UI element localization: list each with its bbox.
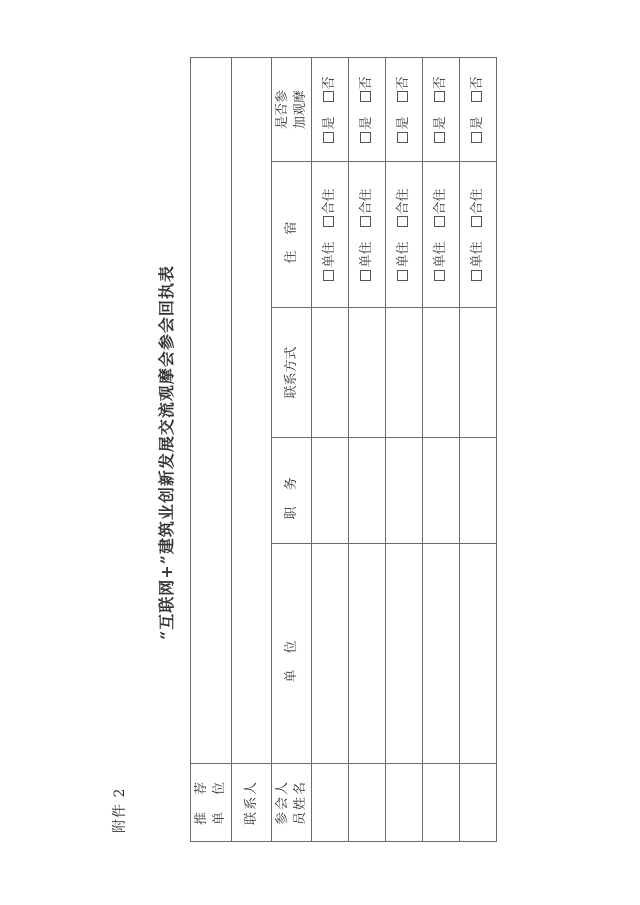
checkbox-icon[interactable] bbox=[397, 217, 408, 228]
yes-option[interactable]: 是 bbox=[469, 117, 487, 143]
checkbox-icon[interactable] bbox=[397, 132, 408, 143]
checkbox-icon[interactable] bbox=[323, 132, 334, 143]
unit-cell[interactable] bbox=[423, 544, 460, 764]
no-option[interactable]: 否 bbox=[432, 76, 450, 102]
table-row bbox=[312, 58, 349, 842]
unit-cell[interactable] bbox=[386, 544, 423, 764]
lodging-cell bbox=[460, 162, 497, 308]
contact-header: 联系方式 bbox=[272, 308, 312, 438]
no-option[interactable]: 否 bbox=[395, 76, 413, 102]
attendee-name-cell[interactable] bbox=[423, 764, 460, 842]
checkbox-icon[interactable] bbox=[323, 270, 334, 281]
no-option[interactable]: 否 bbox=[469, 76, 487, 102]
lodging-cell bbox=[423, 162, 460, 308]
checkbox-icon[interactable] bbox=[434, 132, 445, 143]
observe-cell bbox=[423, 58, 460, 162]
attendee-name-cell[interactable] bbox=[349, 764, 386, 842]
checkbox-icon[interactable] bbox=[397, 92, 408, 103]
table-row bbox=[460, 58, 497, 842]
position-header: 职务 bbox=[272, 438, 312, 544]
checkbox-icon[interactable] bbox=[471, 270, 482, 281]
shared-room-option[interactable]: 合住 bbox=[432, 188, 450, 227]
table-row bbox=[423, 58, 460, 842]
single-room-option[interactable]: 单住 bbox=[321, 242, 339, 281]
contact-person-label: 联系人 bbox=[232, 764, 272, 842]
recommend-unit-label: 推 荐 单 位 bbox=[191, 764, 232, 842]
shared-room-option[interactable]: 合住 bbox=[321, 188, 339, 227]
single-room-option[interactable]: 单住 bbox=[395, 242, 413, 281]
unit-cell[interactable] bbox=[460, 544, 497, 764]
no-option[interactable]: 否 bbox=[321, 76, 339, 102]
attendee-name-cell[interactable] bbox=[386, 764, 423, 842]
observe-header: 是否参 加观摩 bbox=[272, 58, 312, 162]
lodging-cell bbox=[386, 162, 423, 308]
attendee-name-header: 参会人 员姓名 bbox=[272, 764, 312, 842]
position-cell[interactable] bbox=[460, 438, 497, 544]
lodging-cell bbox=[312, 162, 349, 308]
contact-cell[interactable] bbox=[312, 308, 349, 438]
checkbox-icon[interactable] bbox=[323, 217, 334, 228]
yes-option[interactable]: 是 bbox=[358, 117, 376, 143]
position-cell[interactable] bbox=[312, 438, 349, 544]
lodging-header: 住宿 bbox=[272, 162, 312, 308]
shared-room-option[interactable]: 合住 bbox=[395, 188, 413, 227]
checkbox-icon[interactable] bbox=[434, 217, 445, 228]
checkbox-icon[interactable] bbox=[471, 217, 482, 228]
contact-cell[interactable] bbox=[423, 308, 460, 438]
recommend-unit-field[interactable] bbox=[191, 58, 232, 764]
unit-cell[interactable] bbox=[312, 544, 349, 764]
checkbox-icon[interactable] bbox=[471, 132, 482, 143]
no-option[interactable]: 否 bbox=[358, 76, 376, 102]
checkbox-icon[interactable] bbox=[360, 132, 371, 143]
shared-room-option[interactable]: 合住 bbox=[358, 188, 376, 227]
contact-person-field[interactable] bbox=[232, 58, 272, 764]
attendee-name-cell[interactable] bbox=[460, 764, 497, 842]
page-title: “互联网+”建筑业创新发展交流观摩会参会回执表 bbox=[157, 265, 176, 640]
contact-cell[interactable] bbox=[460, 308, 497, 438]
yes-option[interactable]: 是 bbox=[321, 117, 339, 143]
checkbox-icon[interactable] bbox=[323, 92, 334, 103]
observe-cell bbox=[386, 58, 423, 162]
lodging-cell bbox=[349, 162, 386, 308]
checkbox-icon[interactable] bbox=[360, 92, 371, 103]
checkbox-icon[interactable] bbox=[360, 270, 371, 281]
attendee-name-cell[interactable] bbox=[312, 764, 349, 842]
observe-cell bbox=[460, 58, 497, 162]
observe-cell bbox=[312, 58, 349, 162]
unit-header: 单位 bbox=[272, 544, 312, 764]
contact-cell[interactable] bbox=[386, 308, 423, 438]
observe-cell bbox=[349, 58, 386, 162]
single-room-option[interactable]: 单住 bbox=[469, 242, 487, 281]
single-room-option[interactable]: 单住 bbox=[432, 242, 450, 281]
header-row bbox=[272, 58, 312, 842]
registration-form bbox=[190, 57, 497, 842]
contact-cell[interactable] bbox=[349, 308, 386, 438]
yes-option[interactable]: 是 bbox=[395, 117, 413, 143]
table-row bbox=[386, 58, 423, 842]
shared-room-option[interactable]: 合住 bbox=[469, 188, 487, 227]
position-cell[interactable] bbox=[423, 438, 460, 544]
table-row bbox=[349, 58, 386, 842]
checkbox-icon[interactable] bbox=[397, 270, 408, 281]
unit-cell[interactable] bbox=[349, 544, 386, 764]
checkbox-icon[interactable] bbox=[434, 270, 445, 281]
checkbox-icon[interactable] bbox=[360, 217, 371, 228]
position-cell[interactable] bbox=[349, 438, 386, 544]
recommend-unit-row bbox=[191, 58, 232, 842]
checkbox-icon[interactable] bbox=[434, 92, 445, 103]
checkbox-icon[interactable] bbox=[471, 92, 482, 103]
position-cell[interactable] bbox=[386, 438, 423, 544]
yes-option[interactable]: 是 bbox=[432, 117, 450, 143]
contact-person-row bbox=[232, 58, 272, 842]
single-room-option[interactable]: 单住 bbox=[358, 242, 376, 281]
attachment-label: 附件 2 bbox=[112, 787, 128, 833]
